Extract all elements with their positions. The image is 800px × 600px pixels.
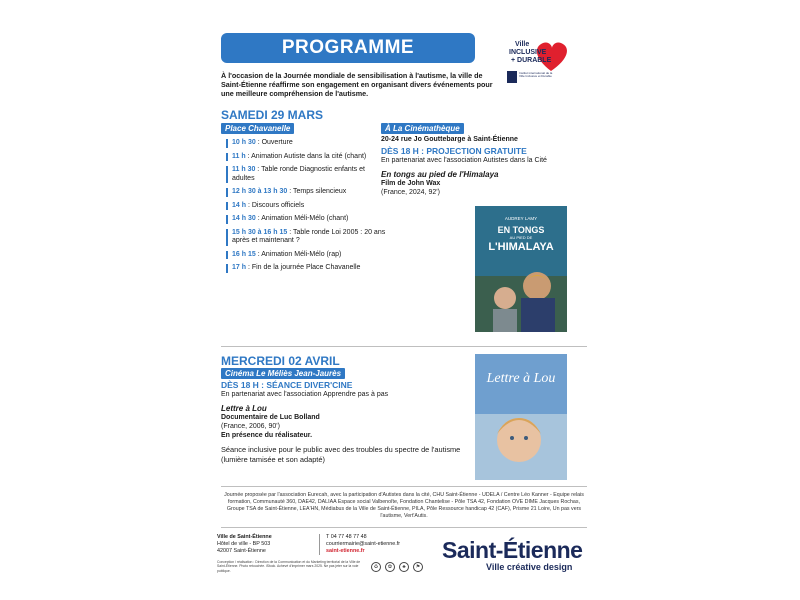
credits-text: Journée proposée par l'association Eurecah, avec la participation d'Autistes dans la cité, CHU Saint-Étienne - UDELA / Centre Léo Kanner - Equipe relais formation, Communauté 360, DAE42, DALIAA Espace social Valbenoîte, Fondation Chantelise - Pôle TSA 42, Fondation OVE DIME Jacques Rochas, Groupe TSA de Saint-Étienne, LEA'HN, Médiabus de la Ville de Saint-Étienne, PILA, Pôle Ressource handicap 42 (CAF), Prisme 21 Loire, Un pas vers l'autisme, Vert'Autis. bbox=[224, 492, 584, 519]
schedule-time: 10 h 30 bbox=[232, 139, 256, 146]
film-details: (France, 2006, 90') bbox=[221, 423, 280, 430]
schedule-item bbox=[226, 215, 386, 224]
schedule-text: : Table ronde Loi 2005 : 20 ans après et maintenant ? bbox=[232, 228, 386, 244]
footer-address-line1: Hôtel de ville - BP 503 bbox=[217, 541, 271, 547]
recycle-icon: ♻ bbox=[371, 562, 381, 572]
footer-address bbox=[217, 534, 272, 555]
schedule-text: : Ouverture bbox=[255, 139, 293, 146]
footer-org: Ville de Saint-Étienne bbox=[217, 534, 272, 540]
film-director: Film de John Wax bbox=[381, 180, 441, 187]
film-director: Documentaire de Luc Bolland bbox=[221, 414, 320, 421]
schedule-time: 15 h 30 à 16 h 15 bbox=[232, 228, 288, 236]
poster-title-line1: EN TONGS bbox=[497, 225, 545, 235]
schedule-text: : Animation Autiste dans la cité (chant) bbox=[245, 152, 367, 160]
schedule-time: 17 h bbox=[232, 264, 247, 271]
film-title: Lettre à Lou bbox=[221, 404, 267, 413]
schedule-item bbox=[226, 251, 386, 260]
poster-page bbox=[213, 30, 593, 578]
poster-title-line2: AU PIED DE bbox=[509, 235, 533, 240]
schedule-item bbox=[226, 166, 386, 183]
seance-headline: DÈS 18 H : SÉANCE DIVER'CINE bbox=[221, 380, 353, 390]
seance-description: Séance inclusive pour le public avec des troubles du spectre de l'autisme (lumière tamisée et son adapté) bbox=[221, 445, 461, 464]
wednesday-title: MERCREDI 02 AVRIL bbox=[221, 354, 340, 368]
projection-partner: En partenariat avec l'association Autistes dans la Cité bbox=[381, 157, 547, 164]
wednesday-block bbox=[221, 368, 461, 464]
footer-contact bbox=[319, 534, 400, 555]
schedule-text: : Table ronde Diagnostic enfants et adultes bbox=[232, 166, 365, 182]
footer-eco-icons bbox=[371, 562, 423, 572]
cinematheque-place: À La Cinémathèque bbox=[381, 123, 464, 134]
projection-headline: DÈS 18 H : PROJECTION GRATUITE bbox=[381, 146, 527, 156]
footer-small-print: Conception / réalisation : Direction de la Communication et du Marketing territorial de la Ville de Saint-Étienne. Photo retouchée. iStock. Achevé d'imprimer mars 2025. Ne pas jeter sur la voie publique. bbox=[217, 560, 361, 573]
film-title: En tongs au pied de l'Himalaya bbox=[381, 170, 499, 179]
fsc-icon: ♣ bbox=[399, 562, 409, 572]
logo-line-3: + DURABLE bbox=[511, 57, 552, 64]
schedule-item bbox=[226, 153, 386, 162]
schedule-time: 14 h 30 bbox=[232, 215, 256, 222]
schedule-time: 11 h bbox=[232, 152, 246, 160]
seance-partner: En partenariat avec l'association Apprendre pas à pas bbox=[221, 391, 389, 398]
schedule-item bbox=[226, 202, 386, 211]
unesco-icon bbox=[507, 71, 517, 83]
schedule-time: 14 h bbox=[232, 201, 247, 209]
saturday-place: Place Chavanelle bbox=[221, 123, 294, 134]
footer-address-line2: 42007 Saint-Étienne bbox=[217, 548, 266, 554]
footer-website[interactable]: saint-etienne.fr bbox=[326, 548, 365, 554]
wednesday-place: Cinéma Le Méliès Jean-Jaurès bbox=[221, 368, 345, 379]
programme-banner: PROGRAMME bbox=[221, 33, 475, 63]
triman-icon: ⚑ bbox=[413, 562, 423, 572]
imprim-vert-icon: ✿ bbox=[385, 562, 395, 572]
saint-etienne-logo bbox=[442, 538, 592, 572]
cinematheque-block bbox=[381, 123, 581, 197]
logo-line-1: Ville bbox=[515, 41, 530, 48]
schedule-text: : Fin de la journée Place Chavanelle bbox=[246, 264, 361, 271]
schedule-time: 12 h 30 à 13 h 30 bbox=[232, 188, 288, 195]
logo-line-2: INCLUSIVE bbox=[509, 49, 547, 56]
section-divider bbox=[221, 346, 587, 347]
schedule-text: : Temps silencieux bbox=[287, 188, 347, 195]
footer-divider bbox=[221, 527, 587, 528]
saturday-schedule bbox=[226, 139, 386, 278]
cinematheque-address: 20-24 rue Jo Gouttebarge à Saint-Étienne bbox=[381, 136, 518, 143]
schedule-time: 16 h 15 bbox=[232, 250, 256, 258]
schedule-item bbox=[226, 188, 386, 197]
director-presence: En présence du réalisateur. bbox=[221, 432, 313, 439]
schedule-item bbox=[226, 139, 386, 148]
schedule-time: 11 h 30 bbox=[232, 166, 256, 173]
footer-phone: T 04 77 48 77 48 bbox=[326, 534, 367, 540]
intro-text: À l'occasion de la Journée mondiale de sensibilisation à l'autisme, la ville de Saint-Étienne réaffirme son engagement en organisant divers événements pour une meilleure compréhension de l'autisme. bbox=[221, 71, 493, 98]
logo-unesco-text: Institut international de la Ville Inclusive et Durable bbox=[519, 71, 553, 79]
schedule-text: : Animation Méli-Mélo (chant) bbox=[255, 215, 349, 222]
section-divider bbox=[221, 486, 587, 487]
poster-title-line3: L'HIMALAYA bbox=[488, 241, 554, 253]
brand-name: Saint-Étienne bbox=[442, 537, 583, 563]
film-poster-tongs bbox=[475, 206, 567, 332]
saturday-title: SAMEDI 29 MARS bbox=[221, 108, 324, 122]
poster-title: Lettre à Lou bbox=[486, 371, 556, 386]
brand-tagline: Ville créative design bbox=[486, 562, 573, 572]
schedule-text: : Discours officiels bbox=[246, 201, 305, 209]
schedule-item bbox=[226, 229, 386, 246]
schedule-text: : Animation Méli-Mélo (rap) bbox=[255, 250, 342, 258]
film-details: (France, 2024, 92') bbox=[381, 189, 440, 196]
footer-email[interactable]: courriermairie@saint-etienne.fr bbox=[326, 541, 401, 547]
ville-inclusive-logo bbox=[505, 35, 577, 95]
film-poster-lettre-a-lou bbox=[475, 354, 567, 480]
schedule-item bbox=[226, 264, 386, 273]
poster-actor: AUDREY LAMY bbox=[504, 216, 538, 221]
